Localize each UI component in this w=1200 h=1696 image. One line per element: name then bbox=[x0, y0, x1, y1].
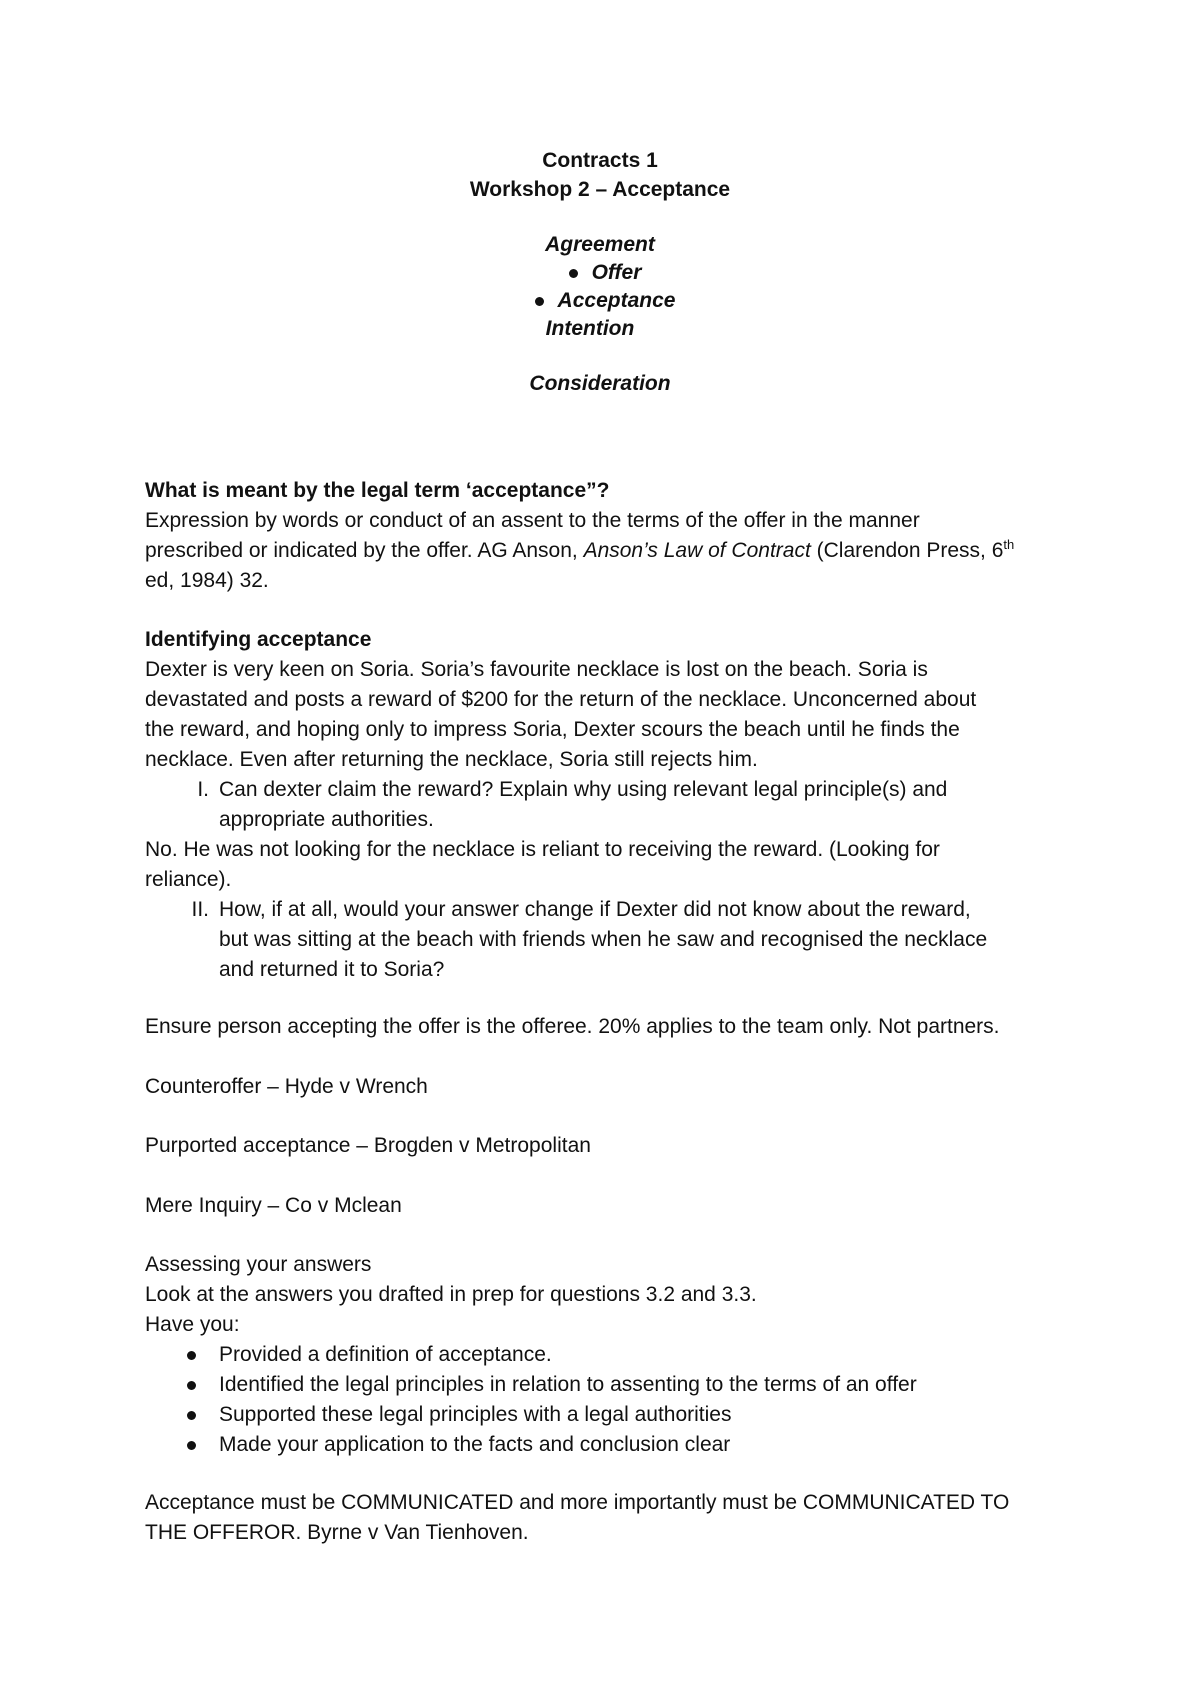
bullet-icon bbox=[187, 1381, 196, 1390]
outline-consideration: Consideration bbox=[529, 372, 671, 395]
assessing-heading: Assessing your answers bbox=[145, 1253, 372, 1276]
bullet-icon bbox=[535, 297, 544, 306]
bullet-icon bbox=[187, 1351, 196, 1360]
bullet-icon bbox=[569, 269, 578, 278]
workshop-title: Workshop 2 – Acceptance bbox=[469, 178, 731, 201]
outline-offer: Offer bbox=[0, 258, 1200, 288]
purported-note: Purported acceptance – Brogden v Metropolitan bbox=[145, 1134, 591, 1157]
answer-text: No. He was not looking for the necklace is reliant to receiving the reward. (Looking for reliance). bbox=[145, 838, 940, 891]
list-item: Identified the legal principles in relation to assenting to the terms of an offer bbox=[145, 1370, 1065, 1400]
counteroffer-note: Counteroffer – Hyde v Wrench bbox=[145, 1075, 428, 1098]
outline-acceptance: Acceptance bbox=[0, 286, 1200, 316]
question-1: I. Can dexter claim the reward? Explain why using relevant legal principle(s) and appropriate authorities. bbox=[145, 775, 1065, 835]
question-number: I. bbox=[197, 778, 209, 801]
offeree-note: Ensure person accepting the offer is the offeree. 20% applies to the team only. Not partners. bbox=[145, 1015, 1000, 1038]
list-item: Provided a definition of acceptance. bbox=[145, 1340, 1065, 1370]
list-item: Supported these legal principles with a legal authorities bbox=[145, 1400, 1065, 1430]
definition-text: Expression by words or conduct of an assent to the terms of the offer in the manner prescribed or indicated by the offer. AG Anson, Anson’s Law of Contract (Clarendon Press, 6th ed, 1984) 32. bbox=[145, 509, 1015, 592]
inquiry-note: Mere Inquiry – Co v Mclean bbox=[145, 1194, 402, 1217]
outline-intention: Intention bbox=[545, 317, 635, 340]
definition-heading: What is meant by the legal term ‘acceptance”? bbox=[145, 479, 610, 502]
identifying-heading: Identifying acceptance bbox=[145, 628, 372, 651]
scenario-text: Dexter is very keen on Soria. Soria’s favourite necklace is lost on the beach. Soria is devastated and posts a reward of $200 for the return of the necklace. Unconcerned about the reward, and hoping only to impress Soria, Dexter scours the beach until he finds the necklace. Even after returning the necklace, Soria still rejects him. bbox=[145, 658, 977, 771]
list-item: Made your application to the facts and conclusion clear bbox=[145, 1430, 1065, 1460]
bullet-icon bbox=[187, 1411, 196, 1420]
checklist bbox=[145, 1340, 1065, 1460]
question-number: II. bbox=[191, 898, 209, 921]
course-title: Contracts 1 bbox=[542, 149, 658, 172]
assessing-section: Assessing your answers Look at the answers you drafted in prep for questions 3.2 and 3.3. Have you: bbox=[145, 1250, 1065, 1340]
communication-note: Acceptance must be COMMUNICATED and more importantly must be COMMUNICATED TO THE OFFEROR. Byrne v Van Tienhoven. bbox=[145, 1491, 1010, 1544]
outline-agreement: Agreement bbox=[545, 233, 655, 256]
question-2: II. How, if at all, would your answer change if Dexter did not know about the reward, but was sitting at the beach with friends when he saw and recognised the necklace and returned it to Soria? bbox=[145, 895, 1065, 985]
bullet-icon bbox=[187, 1441, 196, 1450]
